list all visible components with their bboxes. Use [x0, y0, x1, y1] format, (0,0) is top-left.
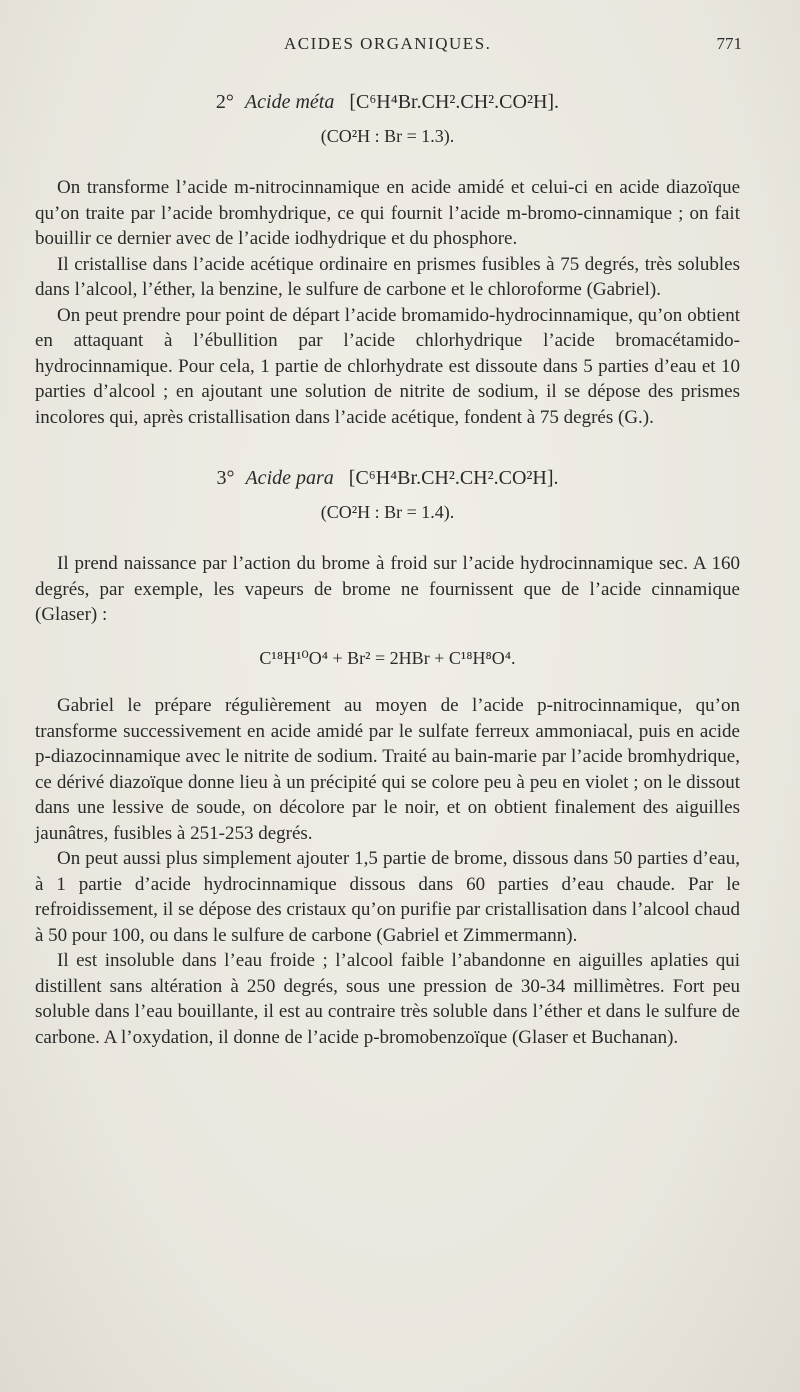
section-formula: [C⁶H⁴Br.CH².CH².CO²H].: [348, 467, 559, 489]
paragraph: On transforme l’acide m-nitrocinnamique en acide amidé et celui-ci en acide diazoïque qu’on traite par l’acide bromhydrique, ce qui fournit l’acide m-bromo-cinnamique ; on fait bouillir ce dernier avec de l’acide iodhydrique et du phosphore.: [35, 177, 740, 249]
paragraph: Il est insoluble dans l’eau froide ; l’alcool faible l’abandonne en aiguilles aplaties qui distillent sans altération à 250 degrés, sous une pression de 30-34 millimètres. Fort peu soluble dans l’eau bouillante, il est au contraire très soluble dans l’éther et dans le sulfure de carbone. A l’oxydation, il donne de l’acide p-bromobenzoïque (Glaser et Buchanan).: [35, 950, 740, 1048]
running-header: [0, 34, 800, 58]
section-ratio: (CO²H : Br = 1.4).: [320, 501, 455, 522]
section-heading-para: [35, 466, 740, 492]
section-formula: [C⁶H⁴Br.CH².CH².CO²H].: [349, 91, 560, 113]
page-body: [35, 90, 740, 1050]
paragraph: On peut aussi plus simplement ajouter 1,5 partie de brome, dissous dans 50 parties d’eau, à 1 partie d’acide hydrocinnamique dissous dans 60 parties d’eau chaude. Par le refroidissement, il se dépose des cristaux qu’on purifie par cristallisation dans l’alcool chaud à 50 pour 100, ou dans le sulfure de carbone (Gabriel et Zimmermann).: [35, 848, 740, 946]
section-number: 2°: [215, 91, 234, 113]
paragraph: On peut prendre pour point de départ l’acide bromamido-hydrocinnamique, qu’on obtient en attaquant à l’ébullition par l’acide chlorhydrique l’acide bromacétamido-hydrocinnamique. Pour cela, 1 partie de chlorhydrate est dissoute dans 5 parties d’eau et 10 parties d’alcool ; en ajoutant une solution de nitrite de sodium, il se dépose des prismes incolores qui, après cristallisation dans l’acide acétique, fondent à 75 degrés (G.).: [35, 304, 740, 428]
paragraph: Il prend naissance par l’action du brome à froid sur l’acide hydrocinnamique sec. A 160 degrés, par exemple, les vapeurs de brome ne fournissent que de l’acide cinnamique (Glaser) :: [35, 553, 740, 625]
chemical-equation: C¹⁸H¹⁰O⁴ + Br² = 2HBr + C¹⁸H⁸O⁴.: [259, 647, 516, 668]
paragraph: Il cristallise dans l’acide acétique ordinaire en prismes fusibles à 75 degrés, très solubles dans l’alcool, l’éther, la benzine, le sulfure de carbone et le chloroforme (Gabriel).: [35, 253, 740, 300]
section-number: 3°: [216, 467, 235, 489]
header-title: ACIDES ORGANIQUES.: [284, 34, 492, 53]
section-name: Acide méta: [244, 91, 335, 113]
section-heading-meta: [35, 90, 740, 116]
section-name: Acide para: [245, 467, 334, 489]
section-ratio: (CO²H : Br = 1.3).: [320, 125, 455, 146]
page-number: 771: [716, 34, 742, 53]
paragraph: Gabriel le prépare régulièrement au moyen de l’acide p-nitrocinnamique, qu’on transforme successivement en acide amidé par le sulfate ferreux ammoniacal, puis en acide p-diazocinnamique avec le nitrite de sodium. Traité au bain-marie par l’acide bromhydrique, ce dérivé diazoïque donne lieu à un précipité qui se colore peu à peu en violet ; on le dissout dans une lessive de soude, on décolore par le noir, et on obtient finalement des aiguilles jaunâtres, fusibles à 251-253 degrés.: [35, 695, 740, 844]
